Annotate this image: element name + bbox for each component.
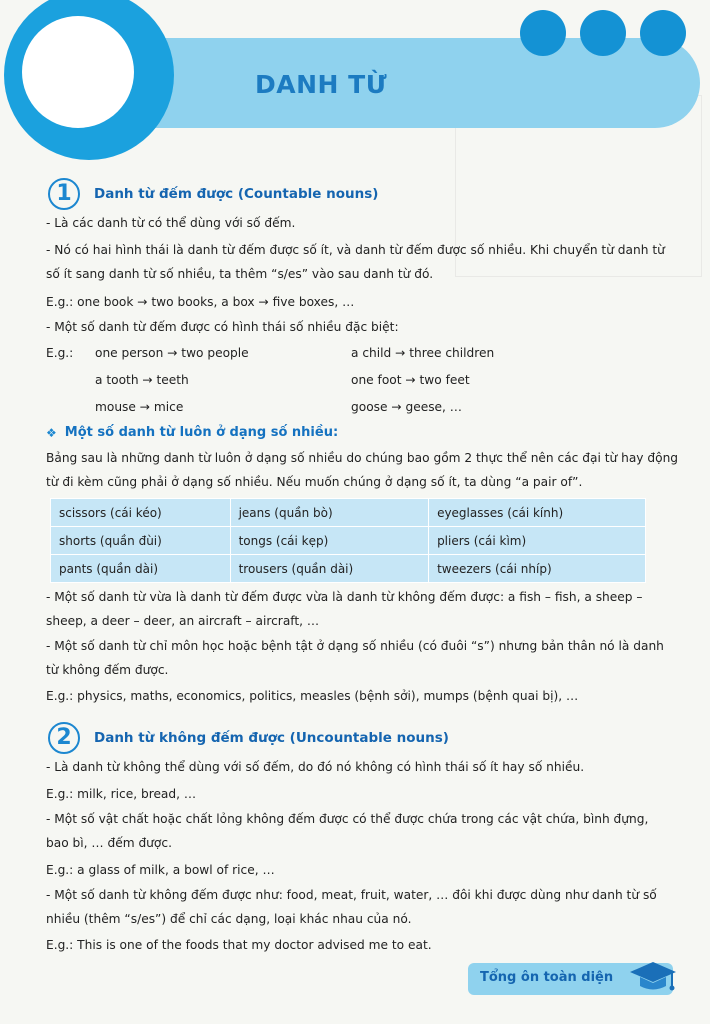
body-line: E.g.: milk, rice, bread, … xyxy=(46,787,197,801)
plural-heading-text: Một số danh từ luôn ở dạng số nhiều: xyxy=(64,425,339,440)
table-cell: eyeglasses (cái kính) xyxy=(429,499,646,527)
section-1-heading xyxy=(48,178,378,210)
graduation-cap-icon xyxy=(628,960,678,994)
table-cell: pliers (cái kìm) xyxy=(429,527,646,555)
section-number: 2 xyxy=(48,722,80,754)
table-cell: tweezers (cái nhíp) xyxy=(429,555,646,583)
header-circle xyxy=(4,0,174,160)
page-title: DANH TỪ xyxy=(255,70,388,99)
section-number: 1 xyxy=(48,178,80,210)
table-cell: shorts (quần đùi) xyxy=(51,527,231,555)
body-line: E.g.: This is one of the foods that my doctor advised me to eat. xyxy=(46,938,432,952)
body-line: E.g.: one book → two books, a box → five boxes, … xyxy=(46,295,355,309)
table-cell: jeans (quần bò) xyxy=(230,499,429,527)
body-line: bao bì, … đếm được. xyxy=(46,836,172,850)
body-line: - Một số danh từ không đếm được như: food, meat, fruit, water, … đôi khi được dùng như danh từ số xyxy=(46,888,657,902)
example-item: a child → three children xyxy=(351,346,495,360)
body-line: từ không đếm được. xyxy=(46,663,169,677)
section-title: Danh từ đếm được (Countable nouns) xyxy=(94,186,379,202)
example-item: goose → geese, … xyxy=(351,400,462,414)
table-row xyxy=(51,499,646,527)
body-line: số ít sang danh từ số nhiều, ta thêm “s/es” vào sau danh từ đó. xyxy=(46,267,434,281)
eg-label: E.g.: xyxy=(46,346,74,360)
table-row xyxy=(51,555,646,583)
body-line: nhiều (thêm “s/es”) để chỉ các dạng, loại khác nhau của nó. xyxy=(46,912,412,926)
header-dot xyxy=(580,10,626,56)
example-item: one foot → two feet xyxy=(351,373,470,387)
body-line: - Là các danh từ có thể dùng với số đếm. xyxy=(46,216,296,230)
example-item: mouse → mice xyxy=(95,400,184,414)
plural-heading xyxy=(46,425,338,440)
diamond-bullet-icon: ❖ xyxy=(46,425,57,440)
plural-nouns-table xyxy=(50,498,646,583)
table-cell: pants (quần dài) xyxy=(51,555,231,583)
header-circle-inner xyxy=(22,16,134,128)
example-item: a tooth → teeth xyxy=(95,373,189,387)
footer-label: Tổng ôn toàn diện xyxy=(480,970,614,985)
table-cell: scissors (cái kéo) xyxy=(51,499,231,527)
header-dot xyxy=(520,10,566,56)
table-cell: tongs (cái kẹp) xyxy=(230,527,429,555)
body-line: - Một số vật chất hoặc chất lỏng không đếm được có thể được chứa trong các vật chứa, bình đựng, xyxy=(46,812,649,826)
header-dot xyxy=(640,10,686,56)
body-line: - Một số danh từ đếm được có hình thái số nhiều đặc biệt: xyxy=(46,320,399,334)
body-line: E.g.: physics, maths, economics, politics, measles (bệnh sởi), mumps (bệnh quai bị), … xyxy=(46,689,579,703)
table-row xyxy=(51,527,646,555)
body-line: - Nó có hai hình thái là danh từ đếm được số ít, và danh từ đếm được số nhiều. Khi chuyển từ danh từ xyxy=(46,243,665,257)
body-line: từ đi kèm cũng phải ở dạng số nhiều. Nếu muốn chúng ở dạng số ít, ta dùng “a pair of”. xyxy=(46,475,583,489)
body-line: - Một số danh từ vừa là danh từ đếm được vừa là danh từ không đếm được: a fish – fish, a sheep – xyxy=(46,590,643,604)
body-line: - Là danh từ không thể dùng với số đếm, do đó nó không có hình thái số ít hay số nhiều. xyxy=(46,760,585,774)
section-2-heading xyxy=(48,722,449,754)
body-line: - Một số danh từ chỉ môn học hoặc bệnh tật ở dạng số nhiều (có đuôi “s”) nhưng bản thân nó là danh xyxy=(46,639,664,653)
body-line: E.g.: a glass of milk, a bowl of rice, … xyxy=(46,863,275,877)
table-cell: trousers (quần dài) xyxy=(230,555,429,583)
example-item: one person → two people xyxy=(95,346,249,360)
body-line: Bảng sau là những danh từ luôn ở dạng số nhiều do chúng bao gồm 2 thực thể nên các đại từ hay động xyxy=(46,451,679,465)
section-title: Danh từ không đếm được (Uncountable nouns) xyxy=(94,730,449,746)
body-line: sheep, a deer – deer, an aircraft – aircraft, … xyxy=(46,614,320,628)
